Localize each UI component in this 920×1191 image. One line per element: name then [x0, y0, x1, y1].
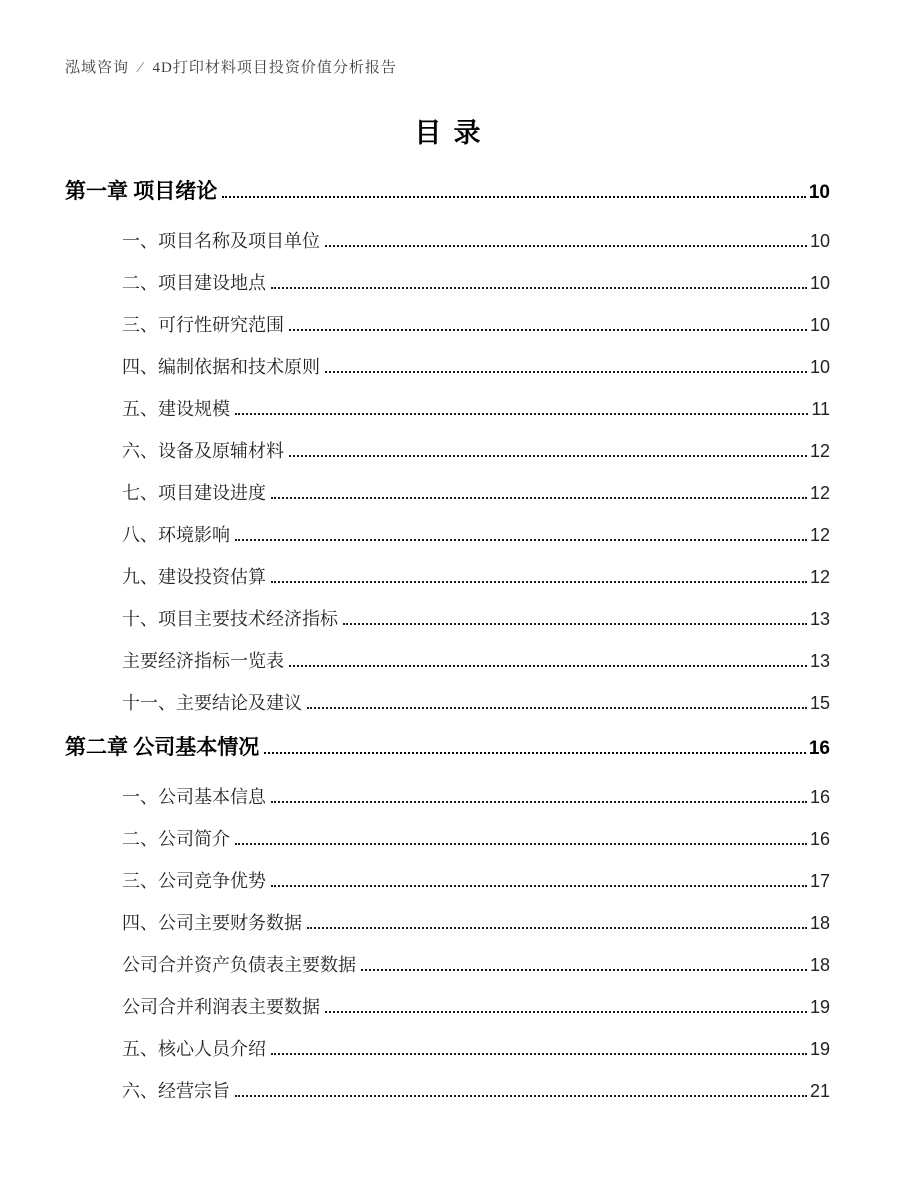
toc-page-number: 21 [809, 1081, 830, 1101]
toc-entry-row[interactable] [65, 868, 830, 894]
toc-page-number: 10 [808, 182, 830, 203]
toc-entry-row[interactable] [65, 994, 830, 1020]
toc-entry-label: 四、编制依据和技术原则 [122, 357, 320, 377]
toc-entry-label: 一、项目名称及项目单位 [122, 231, 320, 251]
toc-entry-label: 三、可行性研究范围 [122, 315, 284, 335]
toc-entry-row[interactable] [65, 438, 830, 464]
toc-entry-label: 五、核心人员介绍 [122, 1039, 266, 1059]
toc-page-number: 19 [809, 1039, 830, 1059]
dotted-leader [325, 371, 807, 373]
toc-entry-row[interactable] [65, 826, 830, 852]
toc-entry-row[interactable] [65, 606, 830, 632]
toc-page-number: 18 [809, 913, 830, 933]
toc-chapter-row[interactable] [65, 732, 830, 764]
toc-entry-row[interactable] [65, 522, 830, 548]
toc-entry-label: 三、公司竞争优势 [122, 871, 266, 891]
toc-entry-label: 十、项目主要技术经济指标 [122, 609, 338, 629]
toc-entry-row[interactable] [65, 952, 830, 978]
toc-page-number: 10 [809, 315, 830, 335]
toc-entry-label: 七、项目建设进度 [122, 483, 266, 503]
toc-entry-label: 主要经济指标一览表 [122, 651, 284, 671]
dotted-leader [289, 329, 807, 331]
toc-entry-row[interactable] [65, 312, 830, 338]
toc-page-number: 10 [809, 273, 830, 293]
dotted-leader [325, 1011, 807, 1013]
toc-entry-row[interactable] [65, 690, 830, 716]
toc-entry-label: 五、建设规模 [122, 399, 230, 419]
dotted-leader [235, 1095, 807, 1097]
table-of-contents [65, 176, 830, 1104]
toc-entry-label: 十一、主要结论及建议 [122, 693, 302, 713]
toc-entry-label: 公司合并资产负债表主要数据 [122, 955, 356, 975]
header-company-name: 泓域咨询 [65, 60, 130, 76]
toc-entry-row[interactable] [65, 480, 830, 506]
dotted-leader [271, 1053, 807, 1055]
toc-entry-row[interactable] [65, 270, 830, 296]
toc-entry-label: 四、公司主要财务数据 [122, 913, 302, 933]
toc-chapter-title: 第一章 项目绪论 [65, 179, 218, 203]
dotted-leader [325, 245, 807, 247]
dotted-leader [271, 581, 807, 583]
toc-entry-label: 公司合并利润表主要数据 [122, 997, 320, 1017]
toc-page-number: 12 [809, 525, 830, 545]
toc-page-number: 18 [809, 955, 830, 975]
dotted-leader [307, 707, 807, 709]
toc-page-number: 16 [809, 787, 830, 807]
toc-entry-label: 二、项目建设地点 [122, 273, 266, 293]
toc-entry-label: 六、设备及原辅材料 [122, 441, 284, 461]
toc-entry-row[interactable] [65, 354, 830, 380]
dotted-leader [343, 623, 807, 625]
dotted-leader [235, 843, 807, 845]
toc-entry-label: 一、公司基本信息 [122, 787, 266, 807]
dotted-leader [271, 885, 807, 887]
page-title: 目录 [414, 118, 493, 148]
toc-page-number: 12 [809, 483, 830, 503]
toc-page-number: 16 [808, 738, 830, 759]
toc-page-number: 13 [809, 609, 830, 629]
dotted-leader [222, 196, 806, 198]
toc-entry-row[interactable] [65, 228, 830, 254]
toc-entry-label: 八、环境影响 [122, 525, 230, 545]
dotted-leader [264, 752, 806, 754]
toc-entry-label: 二、公司简介 [122, 829, 230, 849]
toc-page-number: 16 [809, 829, 830, 849]
dotted-leader [289, 455, 807, 457]
toc-page-number: 17 [809, 871, 830, 891]
header-doc-title: 4D打印材料项目投资价值分析报告 [152, 60, 397, 76]
toc-entry-row[interactable] [65, 1078, 830, 1104]
toc-page-number: 19 [809, 997, 830, 1017]
dotted-leader [361, 969, 807, 971]
toc-page-number: 13 [809, 651, 830, 671]
header-separator: ∕ [139, 60, 143, 76]
toc-page-number: 15 [809, 693, 830, 713]
toc-page-number: 10 [809, 231, 830, 251]
dotted-leader [235, 413, 808, 415]
toc-page-number: 11 [811, 399, 830, 419]
toc-chapter-row[interactable] [65, 176, 830, 208]
dotted-leader [271, 287, 807, 289]
toc-entry-row[interactable] [65, 396, 830, 422]
toc-page-number: 12 [809, 567, 830, 587]
running-header [65, 56, 830, 77]
dotted-leader [289, 665, 807, 667]
toc-entry-label: 六、经营宗旨 [122, 1081, 230, 1101]
toc-entry-row[interactable] [65, 784, 830, 810]
toc-entry-row[interactable] [65, 564, 830, 590]
dotted-leader [307, 927, 807, 929]
toc-chapter-title: 第二章 公司基本情况 [65, 735, 260, 759]
toc-entry-label: 九、建设投资估算 [122, 567, 266, 587]
toc-page-number: 12 [809, 441, 830, 461]
dotted-leader [271, 497, 807, 499]
dotted-leader [235, 539, 807, 541]
toc-page-number: 10 [809, 357, 830, 377]
dotted-leader [271, 801, 807, 803]
toc-entry-row[interactable] [65, 910, 830, 936]
toc-entry-row[interactable] [65, 1036, 830, 1062]
toc-entry-row[interactable] [65, 648, 830, 674]
